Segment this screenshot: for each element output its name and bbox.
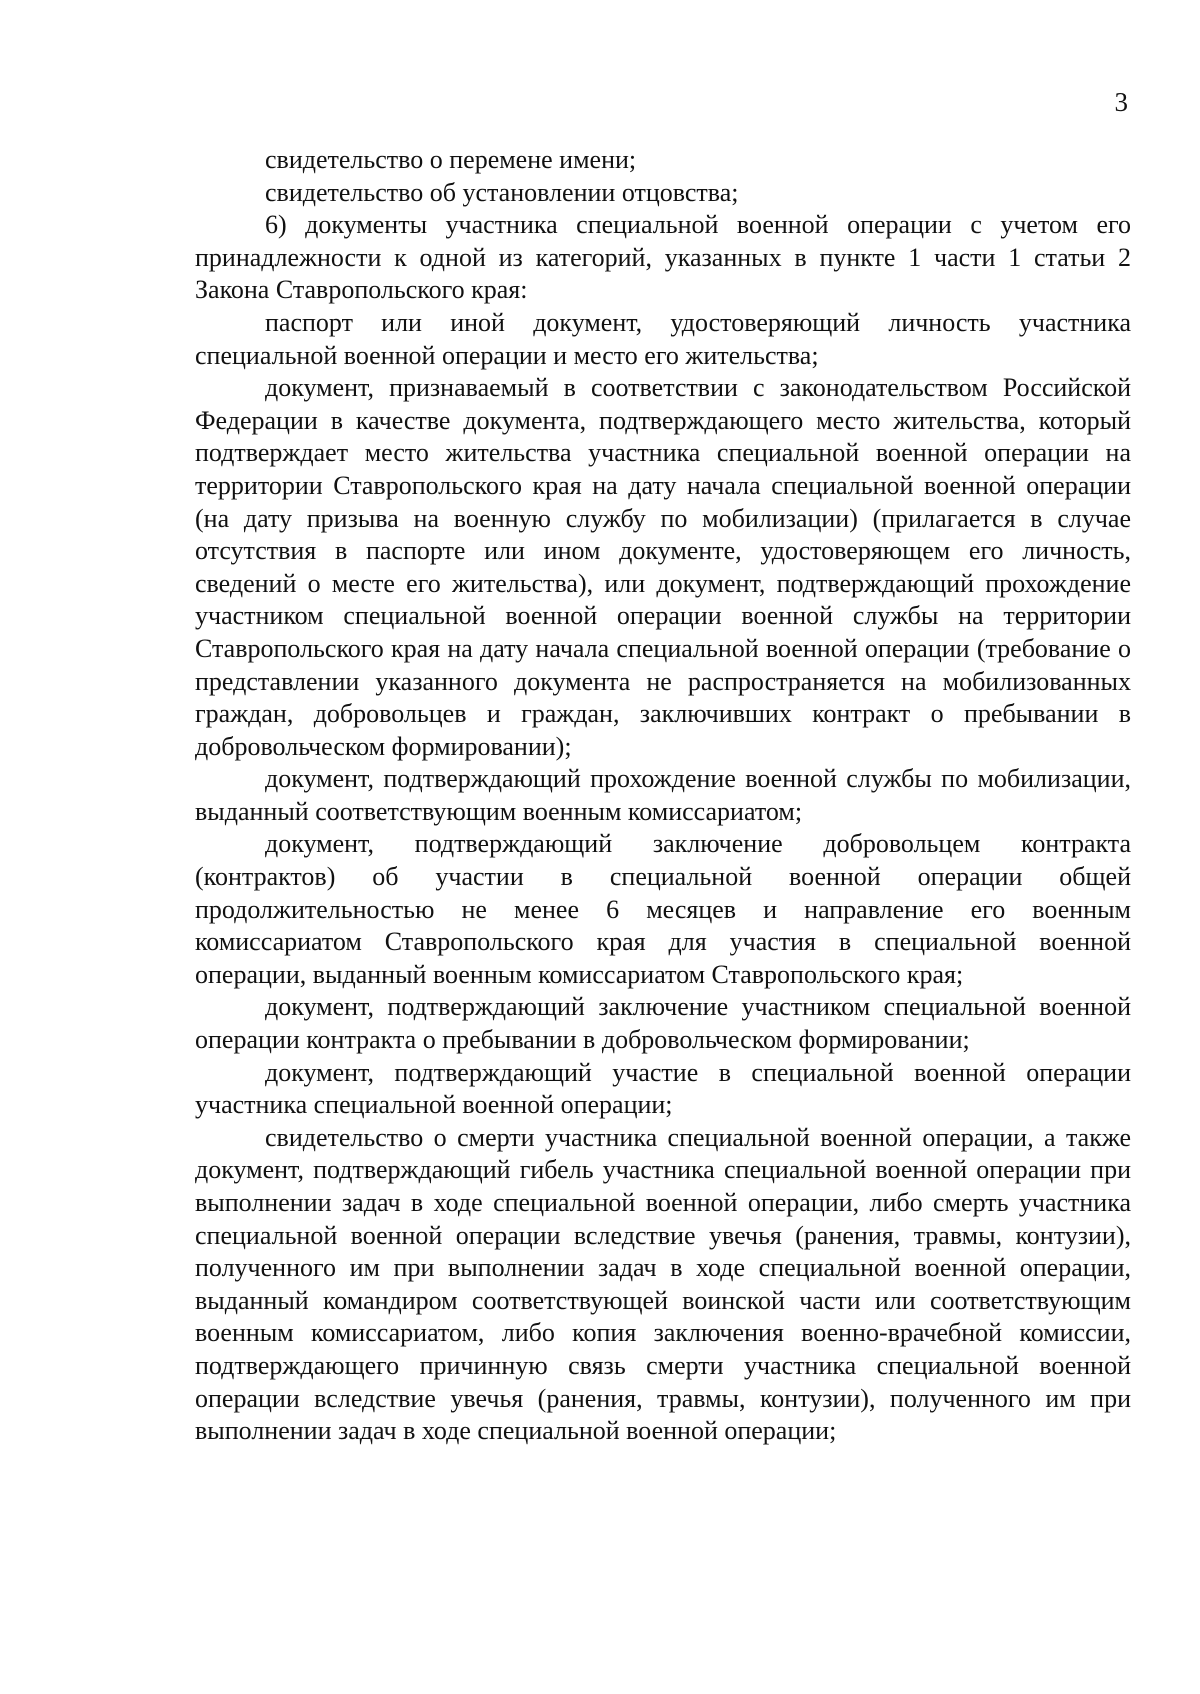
paragraph-mobilization-service-document: документ, подтверждающий прохождение военной службы по мобилизации, выданный соответствующим военным комиссариатом; xyxy=(195,764,1131,826)
paragraph-participation-document: документ, подтверждающий участие в специальной военной операции участника специальной военной операции; xyxy=(195,1057,1131,1120)
paragraph-volunteer-formation-contract: документ, подтверждающий заключение участником специальной военной операции контракта о пребывании в добровольческом формировании; xyxy=(195,992,1131,1055)
paragraph-name-change-certificate: свидетельство о перемене имени; xyxy=(265,145,637,174)
paragraph-volunteer-contract-document: документ, подтверждающий заключение добровольцем контракта (контрактов) об участии в специальной военной операции общей продолжительностью не менее 6 месяцев и направление его военным комиссариатом Ставропольского края для участия в специальной военной операции, выданный военным комиссариатом Ставропольского края; xyxy=(195,829,1131,989)
paragraph-passport: паспорт или иной документ, удостоверяющий личность участника специальной военной операции и место его жительства; xyxy=(195,307,1131,370)
paragraph-item-6-participant-documents: 6) документы участника специальной военной операции с учетом его принадлежности к одной из категорий, указанных в пункте 1 части 1 статьи 2 Закона Ставропольского края: xyxy=(195,210,1131,305)
paragraph-residence-document: документ, признаваемый в соответствии с законодательством Российской Федерации в качестве документа, подтверждающего место жительства, который подтверждает место жительства участника специальной военной операции на территории Ставропольского края на дату начала специальной военной операции (на дату призыва на военную службу по мобилизации) (прилагается в случае отсутствия в паспорте или ином документе, удостоверяющем его личность, сведений о месте его жительства), или документ, подтверждающий прохождение участником специальной военной операции военной службы на территории Ставропольского края на дату начала специальной военной операции (требование о представлении указанного документа не распространяется на мобилизованных граждан, добровольцев и граждан, заключивших контракт о пребывании в добровольческом формировании); xyxy=(195,373,1131,761)
page-number: 3 xyxy=(1114,87,1128,117)
paragraph-death-certificate: свидетельство о смерти участника специальной военной операции, а также документ, подтверждающий гибель участника специальной военной операции при выполнении задач в ходе специальной военной операции, либо смерть участника специальной военной операции вследствие увечья (ранения, травмы, контузии), полученного им при выполнении задач в ходе специальной военной операции, выданный командиром соответствующей воинской части или соответствующим военным комиссариатом, либо копия заключения военно-врачебной комиссии, подтверждающего причинную связь смерти участника специальной военной операции вследствие увечья (ранения, травмы, контузии), полученного им при выполнении задач в ходе специальной военной операции; xyxy=(195,1122,1131,1446)
paragraph-paternity-certificate: свидетельство об установлении отцовства; xyxy=(265,177,739,207)
document-body xyxy=(195,144,1131,1448)
